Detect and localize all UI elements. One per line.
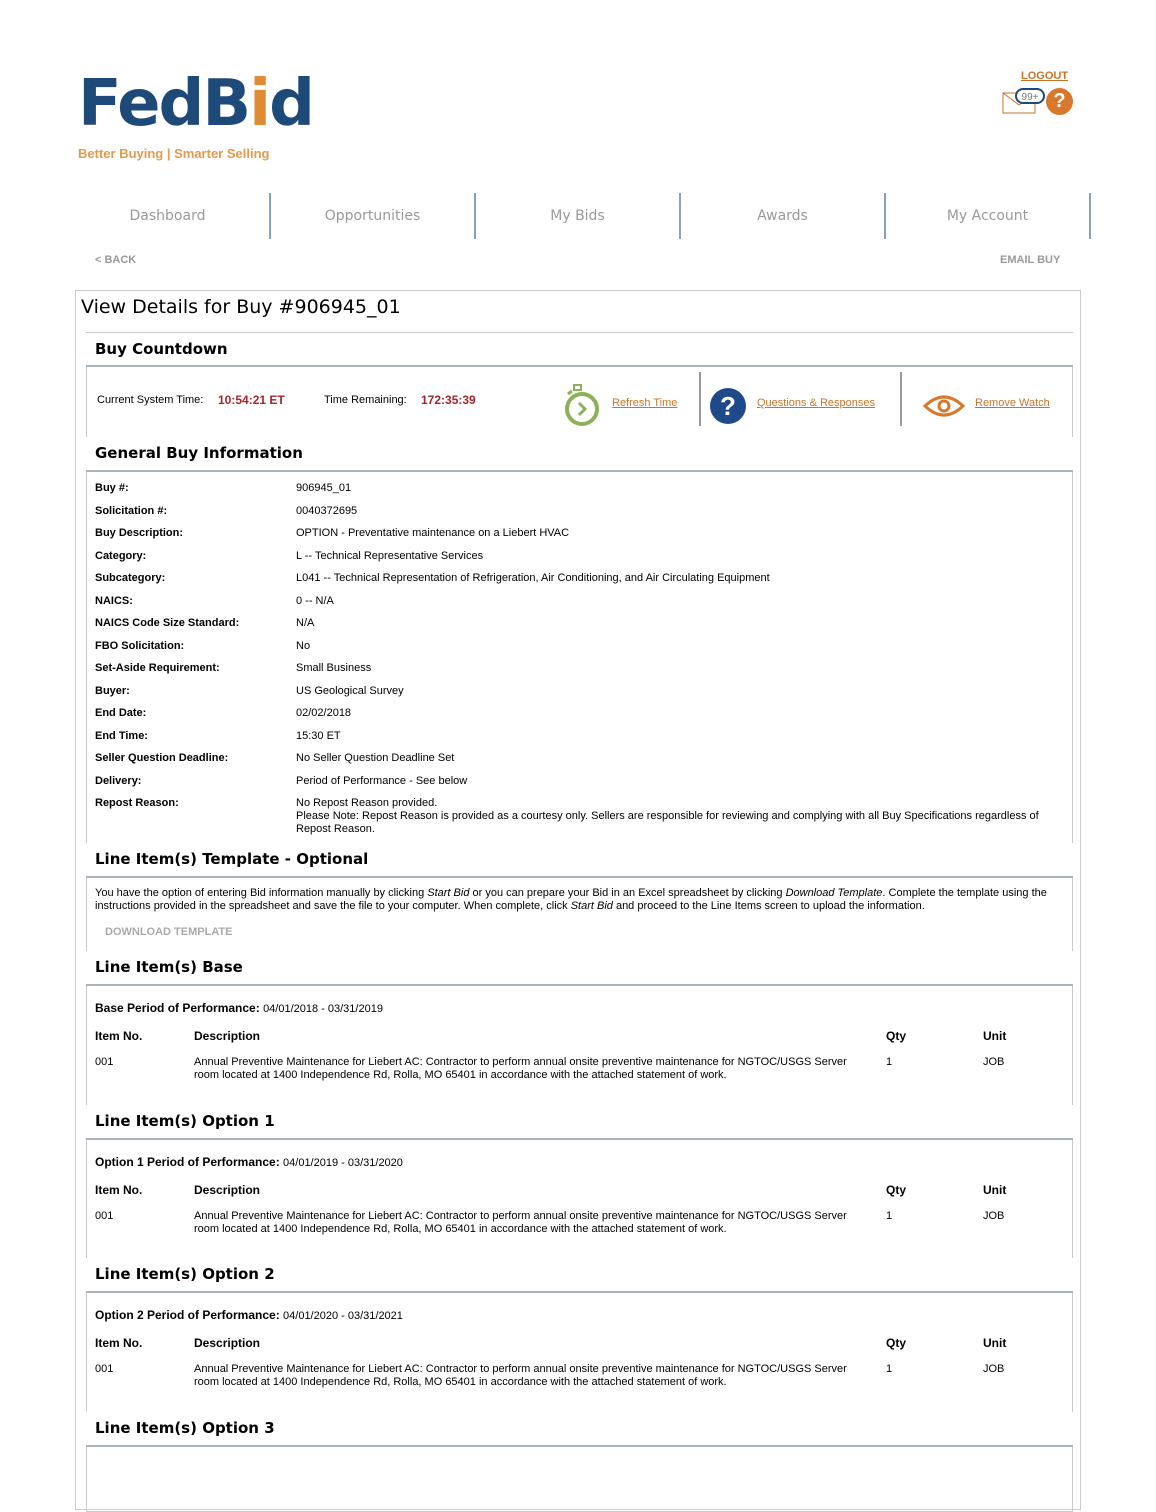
item-no-cell: 001	[95, 1210, 114, 1222]
question-icon[interactable]: ?	[710, 388, 746, 424]
item-no-cell: 001	[95, 1363, 114, 1375]
tagline: Better Buying | Smarter Selling	[78, 146, 270, 161]
eye-icon[interactable]	[922, 392, 966, 425]
info-label: Category:	[95, 549, 147, 562]
template-instructions: You have the option of entering Bid information manually by clicking Start Bid or you can prepare your Bid in an Excel spreadsheet by clicking Download Template. Complete the template using the instructions provided in the spreadsheet and save the file to your computer. When complete, click Start Bid and proceed to the Line Items screen to upload the information.	[95, 887, 1047, 912]
refresh-time-link[interactable]: Refresh Time	[612, 397, 678, 409]
info-value: 15:30 ET	[296, 729, 341, 742]
item-no-cell: 001	[95, 1056, 114, 1068]
unit-cell: JOB	[983, 1056, 1005, 1068]
info-label: Buyer:	[95, 684, 130, 697]
tab-my-bids[interactable]: My Bids	[476, 193, 681, 239]
column-header-qty: Qty	[886, 1183, 907, 1197]
info-label: Buy #:	[95, 482, 129, 494]
info-label: NAICS Code Size Standard:	[95, 617, 240, 629]
time-remaining-label: Time Remaining:	[324, 394, 407, 406]
period-value: 04/01/2018 - 03/31/2019	[263, 1003, 383, 1015]
column-header-description: Description	[194, 1183, 261, 1197]
info-value: No Seller Question Deadline Set	[296, 752, 455, 764]
period-value: 04/01/2019 - 03/31/2020	[283, 1157, 403, 1169]
column-header-item-no: Item No.	[95, 1183, 143, 1197]
system-time-label: Current System Time:	[97, 394, 204, 406]
repost-note: Please Note: Repost Reason is provided as a courtesy only. Sellers are responsible for reviewing and complying with all Buy Specifications regardless of Repost Reason.	[296, 810, 1039, 835]
column-header-description: Description	[194, 1336, 261, 1350]
logout-link[interactable]: LOGOUT	[1021, 70, 1069, 82]
download-template-button[interactable]: DOWNLOAD TEMPLATE	[105, 926, 233, 938]
column-header-item-no: Item No.	[95, 1336, 143, 1350]
main-nav	[66, 193, 1091, 239]
info-value: No Repost Reason provided.	[296, 797, 438, 809]
info-value: 0040372695	[296, 504, 358, 517]
fedbid-logo[interactable]: FedBid Better Buying | Smarter Selling	[78, 67, 313, 161]
info-label: Solicitation #:	[95, 504, 168, 517]
description-cell: Annual Preventive Maintenance for Liebert AC: Contractor to perform annual onsite preventive maintenance for NGTOC/USGS Server room located at 1400 Independence Rd, Rolla, MO 65401 in accordance with the attached statement of work.	[194, 1363, 847, 1388]
info-value: L041 -- Technical Representation of Refrigeration, Air Conditioning, and Air Circulating Equipment	[296, 572, 770, 584]
period-label: Option 2 Period of Performance:	[95, 1308, 284, 1322]
column-header-unit: Unit	[983, 1183, 1007, 1197]
section-general-buy-information: General Buy Information	[86, 437, 1073, 472]
info-value: Period of Performance - See below	[296, 774, 468, 787]
column-header-unit: Unit	[983, 1029, 1007, 1043]
unit-cell: JOB	[983, 1363, 1005, 1375]
info-value: 0 -- N/A	[296, 594, 334, 607]
section-line-items: Line Item(s) Option 1	[86, 1105, 1073, 1140]
column-header-qty: Qty	[886, 1336, 907, 1350]
info-label: NAICS:	[95, 594, 133, 607]
tab-dashboard[interactable]: Dashboard	[66, 193, 271, 239]
help-icon[interactable]: ?	[1046, 88, 1073, 115]
system-time: 10:54:21 ET	[218, 393, 285, 407]
description-cell: Annual Preventive Maintenance for Liebert AC: Contractor to perform annual onsite preventive maintenance for NGTOC/USGS Server room located at 1400 Independence Rd, Rolla, MO 65401 in accordance with the attached statement of work.	[194, 1056, 847, 1081]
back-link[interactable]: < BACK	[95, 254, 137, 266]
mail-icon[interactable]	[1002, 88, 1046, 121]
column-header-item-no: Item No.	[95, 1029, 143, 1043]
info-value: OPTION - Preventative maintenance on a Liebert HVAC	[296, 527, 570, 539]
info-value: L -- Technical Representative Services	[296, 549, 484, 562]
questions-responses-link[interactable]: Questions & Responses	[757, 397, 876, 409]
tab-awards[interactable]: Awards	[681, 193, 886, 239]
period-value: 04/01/2020 - 03/31/2021	[283, 1310, 403, 1322]
divider	[900, 372, 902, 426]
info-value: 906945_01	[296, 482, 352, 494]
divider	[699, 372, 701, 426]
info-label: End Date:	[95, 707, 147, 719]
remove-watch-link[interactable]: Remove Watch	[975, 397, 1050, 409]
description-cell: Annual Preventive Maintenance for Liebert AC: Contractor to perform annual onsite preventive maintenance for NGTOC/USGS Server room located at 1400 Independence Rd, Rolla, MO 65401 in accordance with the attached statement of work.	[194, 1210, 847, 1235]
info-value: Small Business	[296, 662, 372, 674]
info-value: N/A	[296, 617, 315, 629]
info-value: 02/02/2018	[296, 707, 352, 719]
info-value: No	[296, 639, 311, 652]
column-header-description: Description	[194, 1029, 261, 1043]
mail-badge: 99+	[1021, 92, 1039, 103]
section-line-items: Line Item(s) Option 3	[86, 1412, 1073, 1447]
info-label: Buy Description:	[95, 527, 184, 539]
qty-cell: 1	[886, 1210, 893, 1222]
email-buy-link[interactable]: EMAIL BUY	[1000, 254, 1061, 266]
info-label: Subcategory:	[95, 572, 166, 584]
section-line-items: Line Item(s) Base	[86, 951, 1073, 986]
unit-cell: JOB	[983, 1210, 1005, 1222]
info-label: End Time:	[95, 729, 148, 742]
period-label: Base Period of Performance:	[95, 1001, 264, 1015]
period-of-performance	[95, 1155, 403, 1169]
info-label: Set-Aside Requirement:	[95, 662, 220, 674]
period-of-performance	[95, 1001, 383, 1015]
qty-cell: 1	[886, 1363, 893, 1375]
stopwatch-icon[interactable]	[562, 384, 602, 433]
info-label: FBO Solicitation:	[95, 639, 185, 652]
column-header-qty: Qty	[886, 1029, 907, 1043]
info-label: Delivery:	[95, 774, 142, 787]
section-line-items: Line Item(s) Option 2	[86, 1258, 1073, 1293]
time-remaining: 172:35:39	[421, 393, 476, 407]
tab-my-account[interactable]: My Account	[886, 193, 1091, 239]
page-title: View Details for Buy #906945_01	[81, 296, 401, 318]
period-label: Option 1 Period of Performance:	[95, 1155, 284, 1169]
section-line-item-template: Line Item(s) Template - Optional	[86, 843, 1073, 878]
info-value: US Geological Survey	[296, 684, 404, 697]
column-header-unit: Unit	[983, 1336, 1007, 1350]
info-label: Seller Question Deadline:	[95, 752, 229, 764]
qty-cell: 1	[886, 1056, 893, 1068]
section-buy-countdown: Buy Countdown	[86, 332, 1073, 367]
period-of-performance	[95, 1308, 403, 1322]
tab-opportunities[interactable]: Opportunities	[271, 193, 476, 239]
info-label: Repost Reason:	[95, 797, 179, 809]
